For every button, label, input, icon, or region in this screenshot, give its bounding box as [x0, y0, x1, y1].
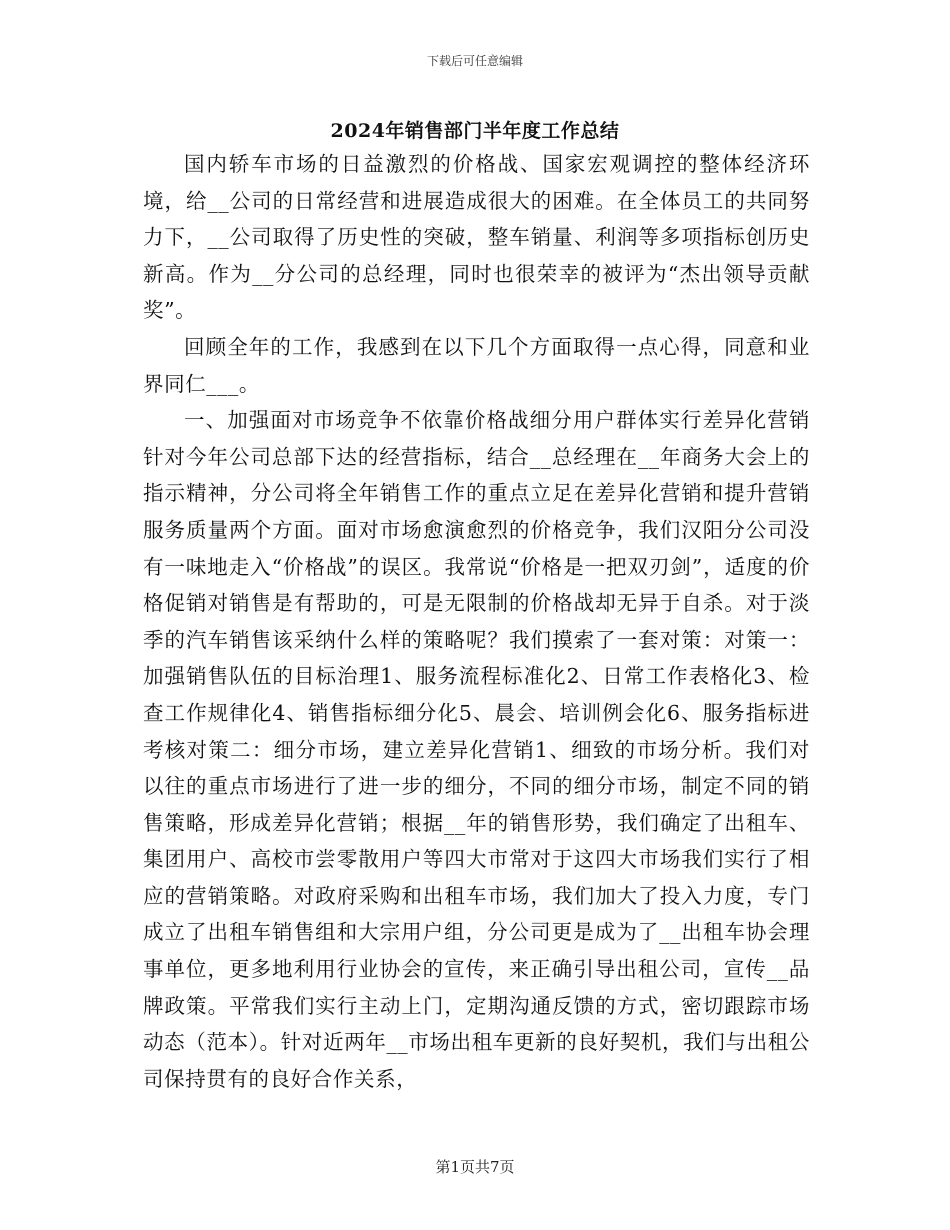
page-number: 第1页共7页	[435, 1158, 515, 1176]
paragraph-section-one: 一、加强面对市场竞争不依靠价格战细分用户群体实行差异化营销针对今年公司总部下达的经营指标，结合__总经理在__年商务大会上的指示精神，分公司将全年销售工作的重点立足在差异化营销和提升营销服务质量两个方面。面对市场愈演愈烈的价格竞争，我们汉阳分公司没有一味地走入“价格战”的误区。我常说“价格是一把双刃剑”，适度的价格促销对销售是有帮助的，可是无限制的价格战却无异于自杀。对于淡季的汽车销售该采纳什么样的策略呢？我们摸索了一套对策：对策一：加强销售队伍的目标治理1、服务流程标准化2、日常工作表格化3、检查工作规律化4、销售指标细分化5、晨会、培训例会化6、服务指标进考核对策二：细分市场，建立差异化营销1、细致的市场分析。我们对以往的重点市场进行了进一步的细分，不同的细分市场，制定不同的销售策略，形成差异化营销；根据__年的销售形势，我们确定了出租车、集团用户、高校市尝零散用户等四大市常对于这四大市场我们实行了相应的营销策略。对政府采购和出租车市场，我们加大了投入力度，专门成立了出租车销售组和大宗用户组，分公司更是成为了__出租车协会理事单位，更多地利用行业协会的宣传，来正确引导出租公司，宣传__品牌政策。平常我们实行主动上门，定期沟通反馈的方式，密切跟踪市场动态（范本）。针对近两年__市场出租车更新的良好契机，我们与出租公司保持贯有的良好合作关系，	[143, 408, 810, 1091]
paragraph-review: 回顾全年的工作，我感到在以下几个方面取得一点心得，同意和业界同仁___。	[143, 334, 810, 396]
document-body	[143, 146, 810, 1097]
document-title: 2024年销售部门半年度工作总结	[330, 120, 620, 142]
page-header-note: 下载后可任意编辑	[426, 54, 523, 68]
paragraph-intro: 国内轿车市场的日益激烈的价格战、国家宏观调控的整体经济环境，给__公司的日常经营和进展造成很大的困难。在全体员工的共同努力下，__公司取得了历史性的突破，整车销量、利润等多项指标创历史新高。作为__分公司的总经理，同时也很荣幸的被评为“杰出领导贡献奖”。	[143, 152, 810, 323]
